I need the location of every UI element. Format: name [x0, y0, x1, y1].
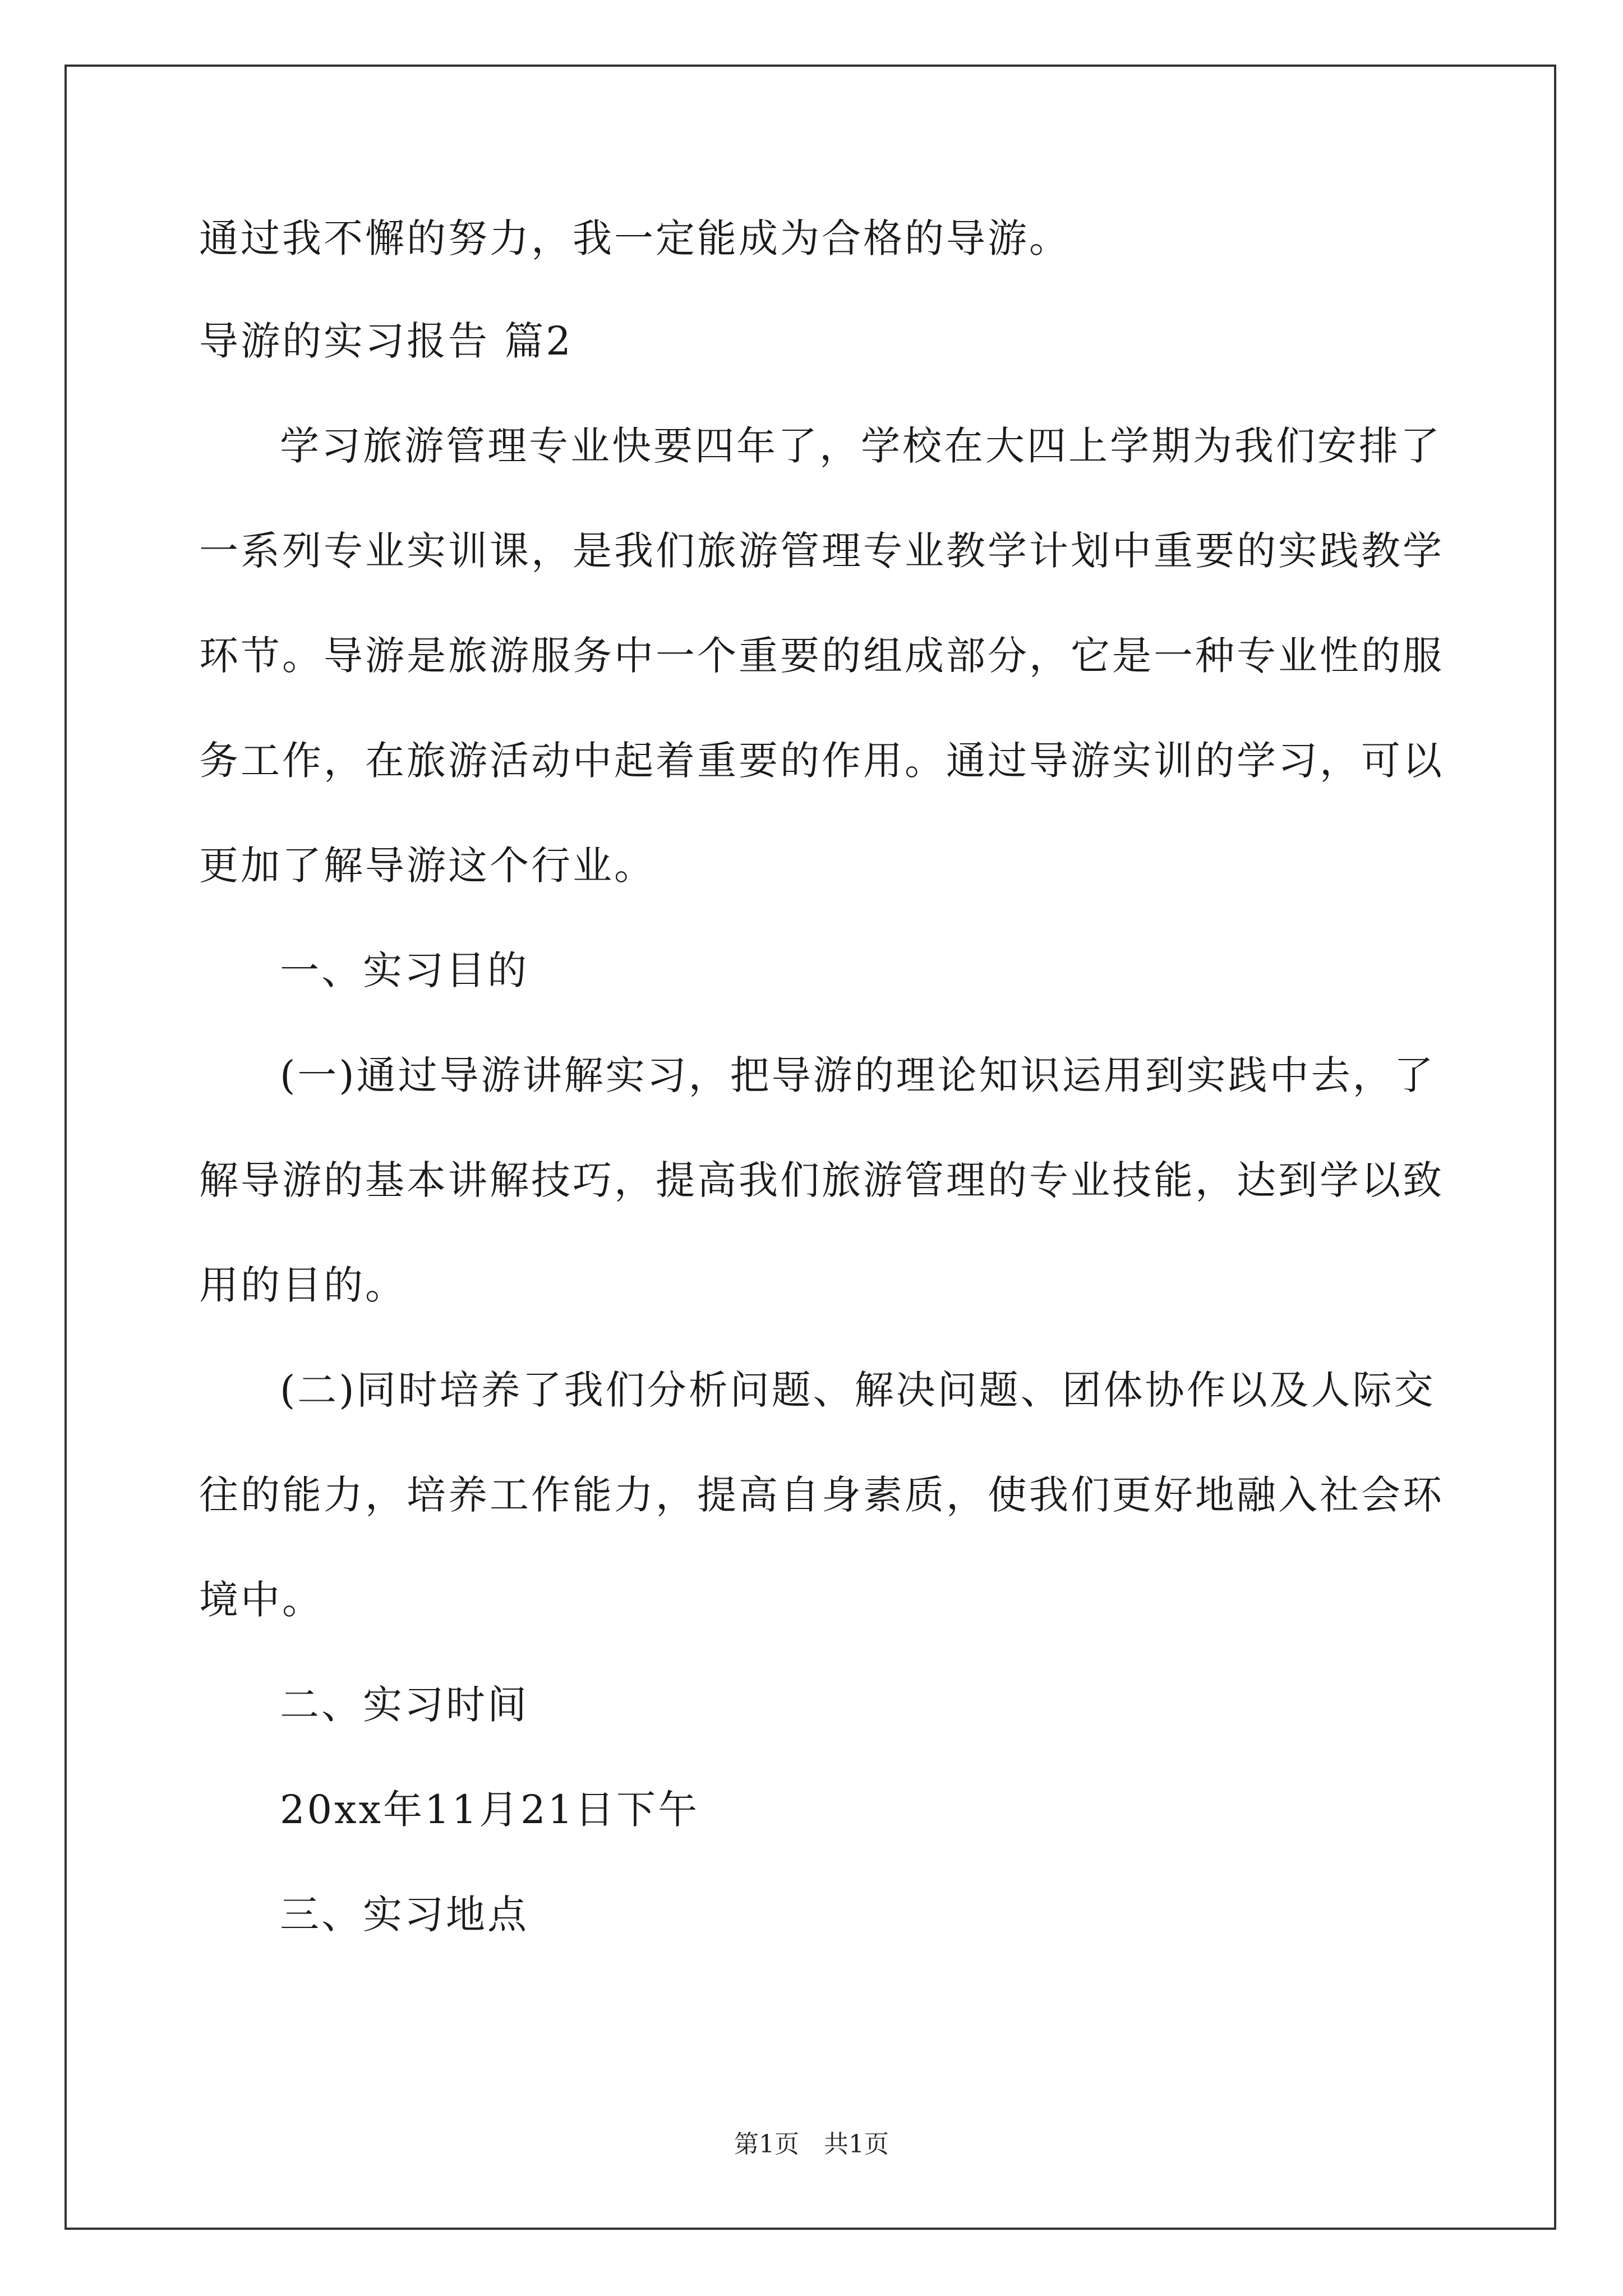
subheading-time: 二、实习时间 — [280, 1682, 529, 1728]
subheading-location: 三、实习地点 — [280, 1892, 529, 1938]
paragraph-purpose-1-line: 用的目的。 — [199, 1262, 407, 1308]
paragraph-purpose-1-line: (一)通过导游讲解实习，把导游的理论知识运用到实践中去，了 — [280, 1052, 1436, 1098]
internship-date: 20xx年11月21日下午 — [280, 1787, 700, 1833]
subheading-purpose: 一、实习目的 — [280, 947, 529, 993]
paragraph-closing-line: 通过我不懈的努力，我一定能成为合格的导游。 — [199, 215, 1071, 261]
paragraph-intro-line: 务工作，在旅游活动中起着重要的作用。通过导游实训的学习，可以 — [199, 738, 1444, 784]
page-footer: 第1页 共1页 — [734, 2130, 889, 2159]
paragraph-intro-line: 一系列专业实训课，是我们旅游管理专业教学计划中重要的实践教学 — [199, 528, 1444, 574]
paragraph-purpose-2-line: 往的能力，培养工作能力，提高自身素质，使我们更好地融入社会环 — [199, 1472, 1444, 1518]
paragraph-purpose-2-line: (二)同时培养了我们分析问题、解决问题、团体协作以及人际交 — [280, 1367, 1436, 1413]
paragraph-purpose-2-line: 境中。 — [199, 1577, 324, 1623]
section-heading: 导游的实习报告 篇2 — [199, 318, 573, 364]
paragraph-intro-line: 学习旅游管理专业快要四年了，学校在大四上学期为我们安排了 — [280, 423, 1442, 469]
paragraph-purpose-1-line: 解导游的基本讲解技巧，提高我们旅游管理的专业技能，达到学以致 — [199, 1157, 1444, 1203]
paragraph-intro-line: 环节。导游是旅游服务中一个重要的组成部分，它是一种专业性的服 — [199, 633, 1444, 679]
paragraph-intro-line: 更加了解导游这个行业。 — [199, 843, 656, 889]
